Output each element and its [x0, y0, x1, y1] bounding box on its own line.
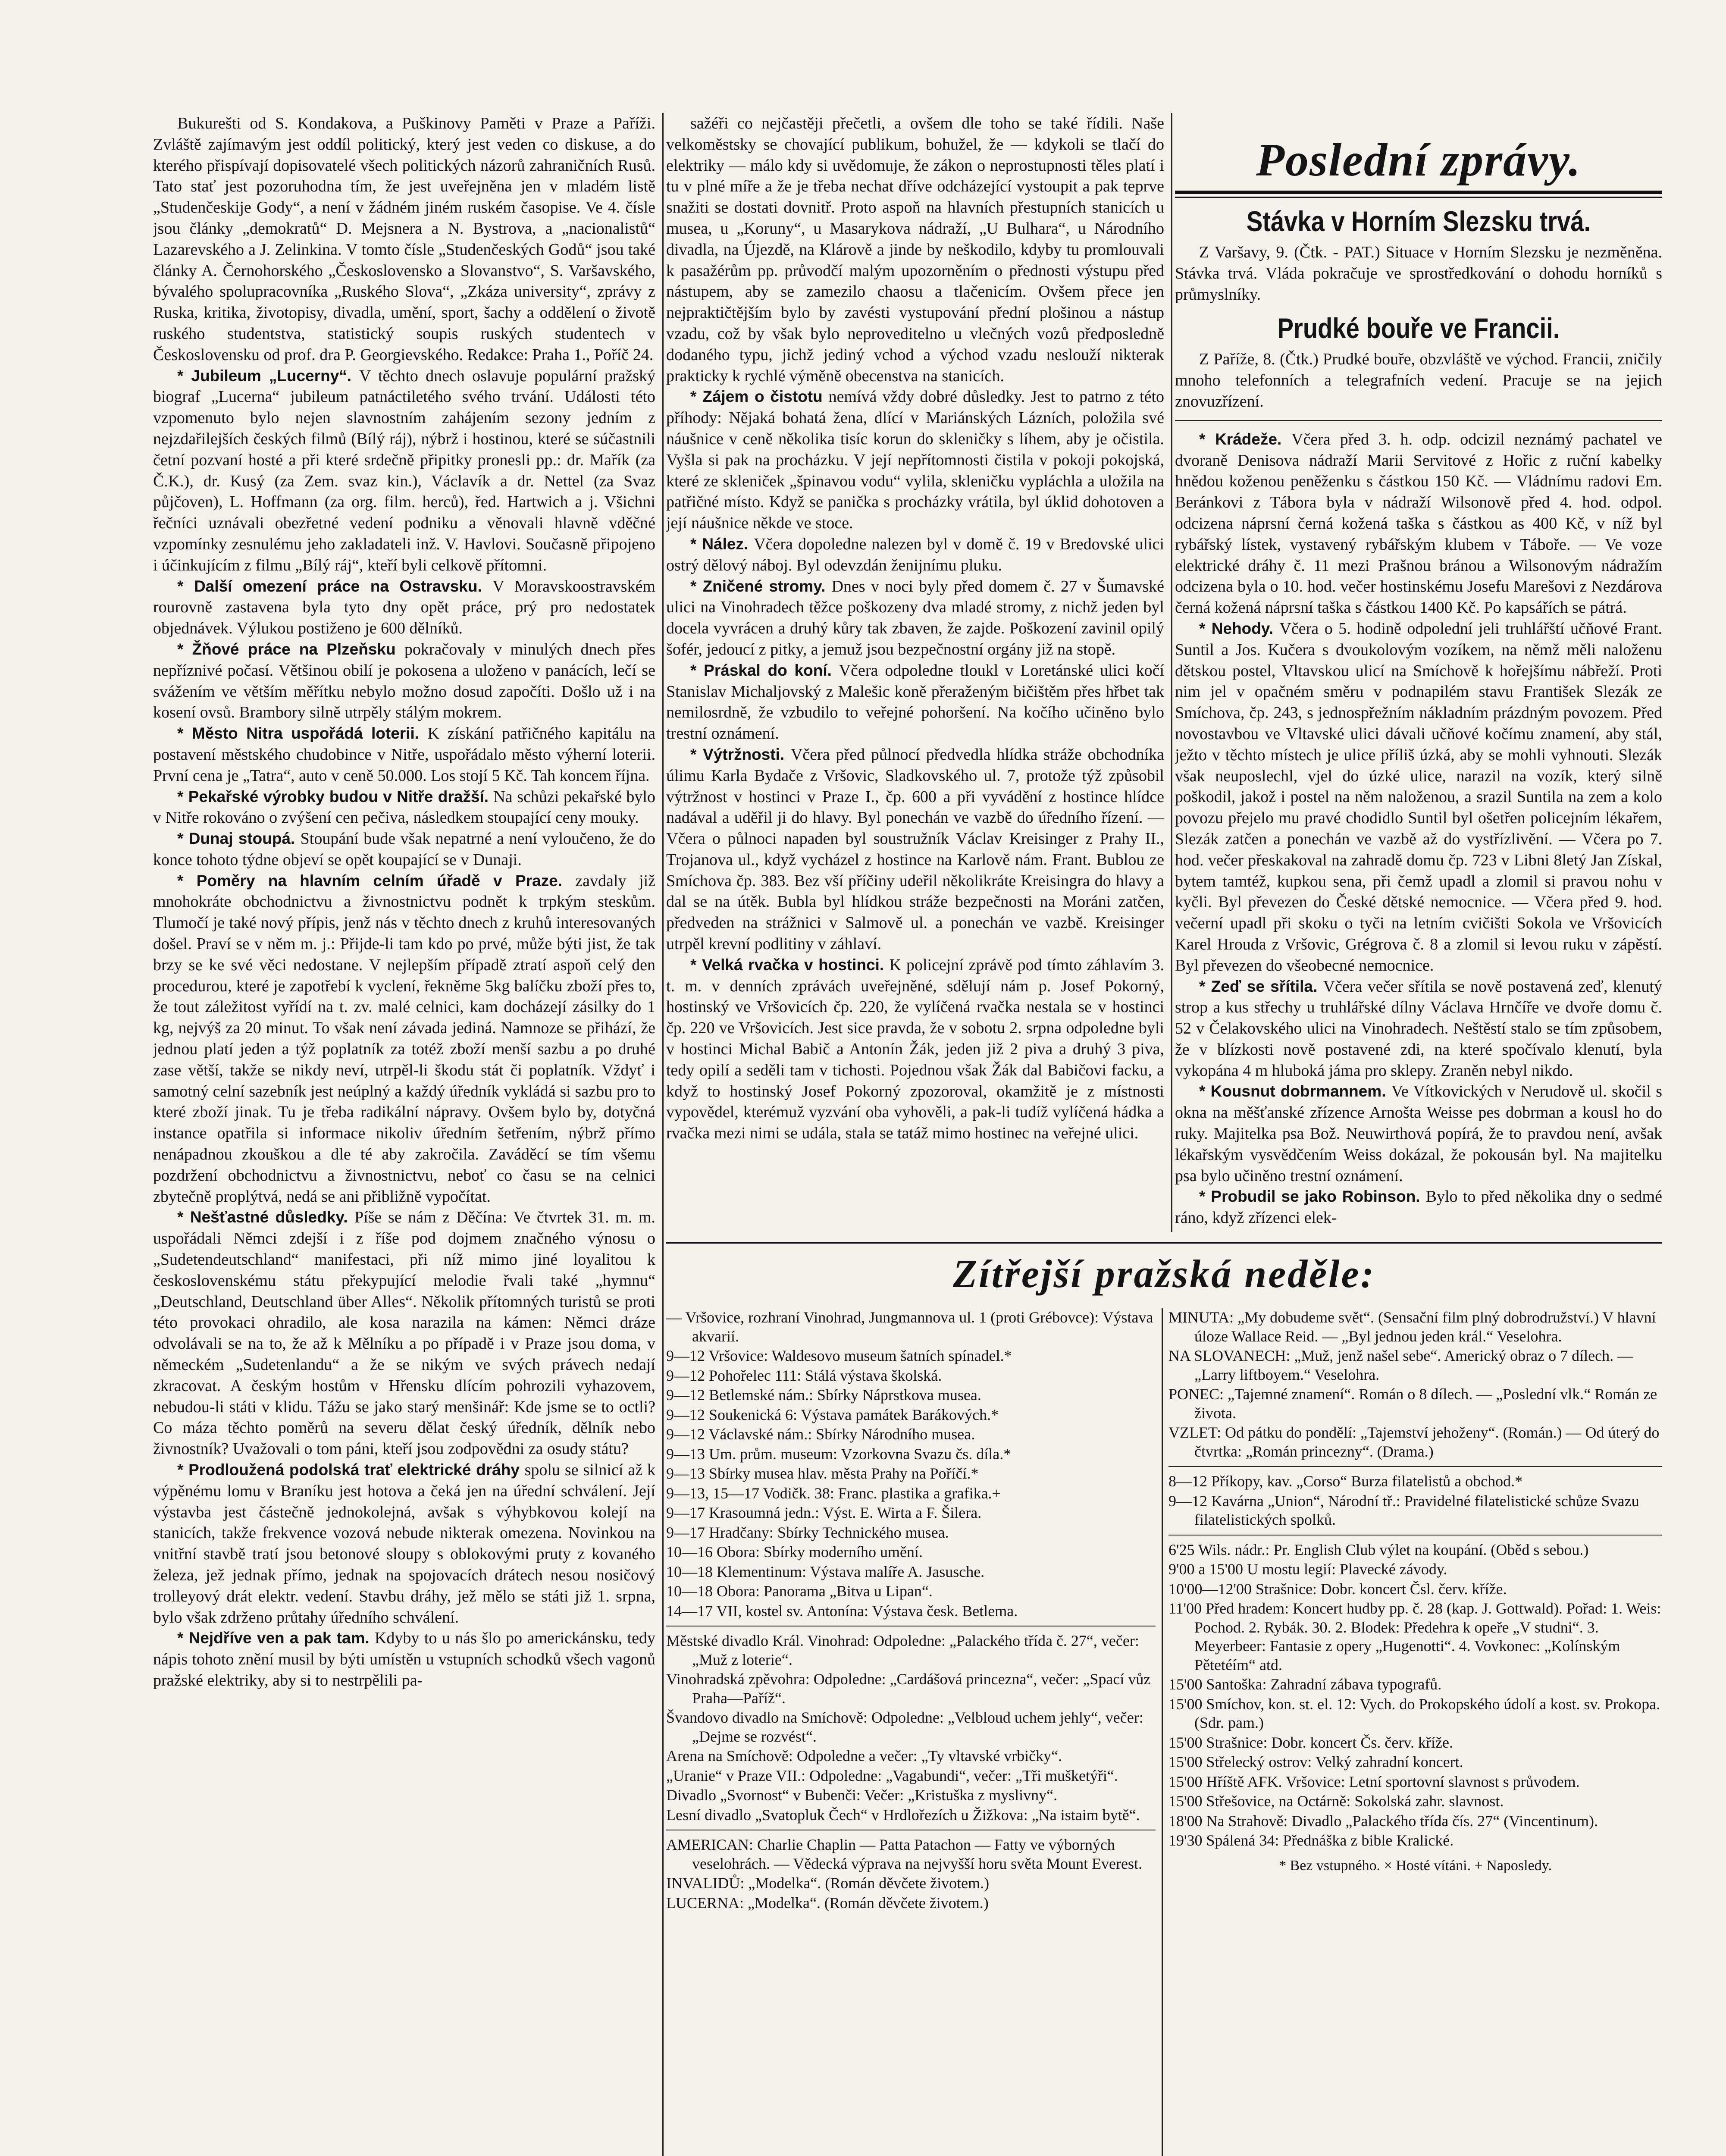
middle-article-column [666, 113, 1172, 1232]
listing-divider [1168, 1535, 1662, 1536]
sunday-listings-right [1168, 1308, 1662, 2156]
listing-entry: 15'00 Santoška: Zahradní zábava typografů. [1168, 1676, 1442, 1693]
listing-entry: INVALIDŮ: „Modelka“. (Román děvčete životem.) [666, 1874, 990, 1892]
sunday-title: Zítřejší pražská neděle: [952, 1252, 1376, 1296]
article-kicker: * Zničené stromy. [690, 577, 832, 595]
listing-entry: 9—12 Vršovice: Waldesovo museum šatních spínadel.* [666, 1347, 1012, 1364]
article-text: Bukurešti od S. Kondakova, a Puškinovy Paměti v Praze a Paříži. Zvláště zajímavým jest oddíl politický, který jest veden co diskuse, a do kterého přispívají dopisovatelé všech politických názorů zahraničních Rusů. Tato stať jest pozoruhodna tím, že jest uveřejněna jen v mladém listě „Studenčeskije Gody“, a není v žádném jiném ruském časopise. Ve 4. čísle jsou články „demokratů“ D. Mejsnera a N. Bystrova, a „nacionalistů“ Lazarevského a J. Zelinkina. V tomto čísle „Studenčeských Godů“ jsou také články A. Černohorského „Československo a Slovanstvo“, S. Varšavského, bývalého spolupracovníka „Ruského Slova“, „Zkáza university“, zprávy z Ruska, kritika, životopisy, divadla, umění, sport, šachy a oddělení o životě ruského studentstva, statistický soupis ruských studentech v Československu od prof. dra P. Georgievského. Redakce: Praha 1., Poříč 24. [153, 114, 655, 364]
listing-entry: 9—13 Um. prům. museum: Vzorkovna Svazu čs. díla.* [666, 1445, 1012, 1463]
article-text: V Moravskoostravském rourovně zastavena byla tyto dny opět práce, prý pro nedostatek objednávek. Výlukou postiženo je 600 dělníků. [153, 577, 655, 638]
listing-entry: 8—12 Příkopy, kav. „Corso“ Burza filatelistů a obchod.* [1168, 1473, 1523, 1490]
sunday-listings-left [666, 1308, 1163, 2156]
listing-entry: NA SLOVANECH: „Muž, jenž našel sebe“. Americký obraz o 7 dílech. — „Larry liftboyem.“ Veselohra. [1168, 1347, 1633, 1383]
listing-entry: 15'00 Strašnice: Dobr. koncert Čs. červ. kříže. [1168, 1733, 1453, 1751]
left-article-column [153, 113, 664, 2156]
article-text: Bylo to před několika dny o sedmé ráno, když zřízenci elek- [1175, 1188, 1662, 1227]
article-paragraph [666, 660, 1164, 744]
latest-news-column [1175, 113, 1662, 1232]
listing-entry: Vinohradská zpěvohra: Odpoledne: „Cardášová princezna“, večer: „Spací vůz Praha—Paříž“. [666, 1670, 1151, 1707]
listing-entry: 19'30 Spálená 34: Přednáška z bible Kralické. [1168, 1832, 1454, 1849]
sunday-right-list [1168, 1308, 1662, 1850]
article-text: zavdaly již mnohokráte obchodnictvu a živnostnictvu podnět k trpkým steskům. Tlumočí je také nový přípis, jenž nás v těchto dnech z kruhů interesovaných došel. Praví se v něm m. j.: Přijde-li tam kdo po prvé, může býti jist, že tak brzy se ke své věci nedostane. V nejlepším případě ztratí aspoň celý den procedurou, které je zapotřebí k vyclení, řekněme 5kg balíčku zboží přes to, že tout záležitost vyřídí na t. zv. malé celnici, kam docházejí zásilky do 1 kg, nejvýš za 20 minut. To však není závada jediná. Namnoze se přihází, že jednou platí jeden a týž poplatník za totéž zboží menší sazbu a po druhé zase větší, takže se nikdy neví, utrpěl-li škodu stát či poplatník. Vždyť i samotný celní sazebník jest neúplný a každý úředník vykládá si sazbu pro to které zboží jinak. Tu je třeba radikální nápravy. Ovšem bylo by, dotyčná instance opatřila si informace nikoliv úředním šetřením, nýbrž přímo nenápadnou zkouškou a dle té aby zakročila. Zaváděcí se tím všemu pozdržení obchodnictvu a živnostnictvu, neboť co času se na celnici zbytečně proplýtvá, nedá se ani přibližně vypočítat. [153, 871, 655, 1206]
article-text: Ve Vítkovických v Nerudově ul. skočil s okna na měšťanské zřízence Arnošta Weisse pes dobrman a kousl ho do ruky. Majitelka psa Bož. Neuwirthová popírá, že to pravdou není, avšak lékařským vysvědčením Weiss dokázal, že pokousán byl. Na majitelku psa bylo učiněno trestní oznámení. [1175, 1082, 1662, 1185]
article-kicker: * Poměry na hlavním celním úřadě v Praze. [177, 871, 576, 890]
article-paragraph [153, 1207, 655, 1460]
article-kicker: * Jubileum „Lucerny“. [177, 367, 360, 385]
article-paragraph [666, 534, 1164, 576]
article-paragraph [153, 366, 655, 576]
headline-storms: Prudké bouře ve Francii. [1277, 312, 1560, 345]
listing-divider [1168, 1466, 1662, 1467]
article-paragraph [1175, 429, 1662, 618]
article-paragraph [1175, 1081, 1662, 1186]
article-kicker: * Pekařské výrobky budou v Nitře dražší. [177, 787, 494, 805]
article-kicker: * Kousnut dobrmannem. [1199, 1082, 1391, 1100]
article-paragraph [153, 787, 655, 829]
article-paragraph [1175, 618, 1662, 976]
police-reports [1175, 429, 1662, 1228]
article-text: Na schůzi pekařské bylo v Nitře rokováno o zvýšení cen pečiva, následkem stoupající ceny mouky. [153, 787, 655, 827]
article-text: Kdyby to u nás šlo po americkánsku, tedy nápis tohoto znění musil by býti umístěn u vstupních schodků všech vagonů pražské elektriky, aby si to nestrpělili pa- [153, 1629, 655, 1689]
article-paragraph [153, 1460, 655, 1628]
news-item-storms: Z Paříže, 8. (Čtk.) Prudké bouře, obzvláště ve východ. Francii, zničily mnoho telefonních a telegrafních vedení. Pracuje se na jejich znovuzřízení. [1175, 350, 1662, 411]
article-kicker: * Zájem o čistotu [690, 388, 829, 406]
listing-entry: 15'00 Střešovice, na Octárně: Sokolská zahr. slavnost. [1168, 1792, 1504, 1810]
article-text: K získání patřičného kapitálu na postavení městského chudobince v Nitře, uspořádalo město výherní loterii. První cena je „Tatra“, auto v ceně 50.000. Los stojí 5 Kč. Tah koncem října. [153, 724, 655, 785]
article-paragraph [153, 639, 655, 723]
listing-entry: Arena na Smíchově: Odpoledne a večer: „Ty vltavské vrbičky“. [666, 1747, 1062, 1764]
article-kicker: * Nejdříve ven a pak tam. [177, 1629, 375, 1647]
article-kicker: * Probudil se jako Robinson. [1199, 1188, 1426, 1206]
article-text: sažéři co nejčastěji přečetli, a ovšem dle toho se také řídili. Naše velkoměstsky se chovající publikum, bohužel, že — kdykoli se tlačí do elektriky — málo kdy si uvědomuje, že zákon o neprostupnosti těles platí i tu v plné míře a že je třeba nechat dříve odcházející vystoupit a pak teprve snažiti se dostati dovnitř. Proto aspoň na hlavních přestupních stanicích u musea, u „Koruny“, u Masarykova nádraží, „U Bulhara“, u Národního divadla, na Újezdě, na Klárově a jinde by neškodilo, kdyby tu promlouvali k pasažérům pp. průvodčí malým upozorněním o přednosti výstupu před nástupem, aby se zamezilo chaosu a tlačenicím. Ovšem přece jen nejpraktičtějším bylo by zavésti vystupování přední plošinou a nástup vzadu, což by však bylo neproveditelno u vlečných vozů předposledně dodaného typu, jichž jediný vchod a východ vzadu neslouží nikterak prakticky k rychlé výměně obecenstva na stanicích. [666, 114, 1164, 385]
listing-entry: 10—18 Obora: Panorama „Bitva u Lipan“. [666, 1583, 933, 1600]
article-text: pokračovaly v minulých dnech přes nepříznivé počasí. Většinou obilí je pokosena a uloženo v panácích, lečí se svážením ve větším měřítku nebylo možno dosud započíti. Došlo už i na kosení ovsů. Brambory silně utrpěly stálým mokrem. [153, 640, 656, 722]
listing-entry: Městské divadlo Král. Vinohrad: Odpoledne: „Palackého třída č. 27“, večer: „Muž z loterie“. [666, 1632, 1139, 1668]
listing-entry: 6'25 Wils. nádr.: Pr. English Club výlet na koupání. (Oběd s sebou.) [1168, 1541, 1589, 1558]
article-text: Včera před půlnocí předvedla hlídka stráže obchodníka úlimu Karla Bydače z Vršovic, Sladkovského ul. 7, protože týž způsobil výtržnost v hostinci v Praze I., čp. 600 a při vyvádění z hostince hlídce nadával a uděřil ji do hlavy. Byl ponechán ve vazbě do úředního řízení. — Včera o půlnoci napaden byl soustružník Václav Kreisinger z Prahy II., Trojanova ul., když vycházel z hostince na Karlově nám. Frant. Bublou ze Smíchova čp. 383. Bez vší příčiny udeřil několikráte Kreisingra do hlavy a dal se na útěk. Bubla byl hlídkou stráže bezpečnosti na Moráni zatčen, předveden na strážnici v Salmově ul. a ponechán ve vazbě. Kreisinger utrpěl krevní podlitiny v záhlaví. [666, 745, 1164, 953]
listing-entry: Lesní divadlo „Svatopluk Čech“ v Hrdlořezích u Žižkova: „Na istaim bytě“. [666, 1806, 1140, 1824]
article-kicker: * Práskal do koní. [690, 661, 839, 679]
listing-entry: 18'00 Na Strahově: Divadlo „Palackého třída čís. 27“ (Vincentinum). [1168, 1812, 1598, 1830]
headline-strike: Stávka v Horním Slezsku trvá. [1246, 205, 1591, 237]
article-kicker: * Další omezení práce na Ostravsku. [177, 577, 493, 595]
listing-entry: VZLET: Od pátku do pondělí: „Tajemství jehoženy“. (Román.) — Od úterý do čtvrtka: „Román princezny“. (Drama.) [1168, 1424, 1660, 1460]
article-kicker: * Dunaj stoupá. [177, 830, 301, 848]
listing-entry: 9—13 Sbírky musea hlav. města Prahy na Poříčí.* [666, 1465, 979, 1482]
article-text: Včera před 3. h. odp. odcizil neznámý pachatel ve dvoraně Denisova nádraží Marii Servitové z Hořic z ruční kabelky hnědou koženou peněženku s částkou 150 Kč. — Vládnímu radovi Em. Beránkovi z Tábora byla v nádraží Wilsonově před 4. hod. odpol. odcizena náprsní černá kožená taška s částkou as 400 Kč, v níž byl rybářský lístek, vystavený rybářským klubem v Táboře. — Ve voze elektrické dráhy č. 11 mezi Prašnou bránou a Wilsonovým nádražím odcizena byla o 10. hod. večer hostinskému Josefu Marešovi z Nezdárova černá kožená náprsní taška s částkou 1400 Kč. Po kapsářích se pátrá. [1175, 430, 1662, 617]
listing-entry: 11'00 Před hradem: Koncert hudby pp. č. 28 (kap. J. Gottwald). Pořad: 1. Weis: Pochod. 2. Rybák. 30. 2. Blodek: Předehra k opeře „V studni“. 3. Meyerbeer: Fantasie z opery „Hugenotti“. 4. Vovkonec: „Kolínským Pětetéím“ atd. [1168, 1600, 1661, 1673]
listing-entry: 9—12 Betlemské nám.: Sbírky Náprstkova musea. [666, 1386, 981, 1404]
section-divider [1175, 420, 1662, 421]
article-paragraph [153, 576, 655, 639]
article-kicker: * Město Nitra uspořádá loterii. [177, 724, 428, 743]
article-text: Včera dopoledne nalezen byl v domě č. 19 v Bredovské ulici ostrý dělový náboj. Byl odevzdán ženijnímu pluku. [666, 535, 1164, 574]
listing-entry: — Vršovice, rozhraní Vinohrad, Jungmannova ul. 1 (proti Grébovce): Výstava akvarií. [666, 1309, 1153, 1345]
listing-entry: 10—18 Klementinum: Výstava malíře A. Jasusche. [666, 1563, 985, 1580]
article-paragraph [666, 576, 1164, 660]
article-kicker: * Nešťastné důsledky. [177, 1208, 354, 1226]
article-kicker: * Prodloužená podolská trať elektrické dráhy [177, 1461, 525, 1479]
article-paragraph [153, 828, 655, 871]
listing-entry: 9—12 Kavárna „Union“, Národní tř.: Pravidelné filatelistické schůze Svazu filatelistických spolků. [1168, 1492, 1639, 1528]
article-kicker: * Nehody. [1199, 619, 1280, 637]
listing-entry: Divadlo „Svornost“ v Bubenči: Večer: „Kristuška z myslivny“. [666, 1786, 1058, 1804]
listing-entry: 15'00 Střelecký ostrov: Velký zahradní koncert. [1168, 1753, 1463, 1771]
listing-entry: 9—17 Hradčany: Sbírky Technického musea. [666, 1523, 949, 1541]
article-text: spolu se silnicí až k výpěnému lomu v Braníku jest hotova a čeká jen na úřední schválení. Její výstavba jest částečně jednokolejná, avšak s výhybkovou kolejí na stanicích, takže frekvence vozová nebude nikterak omezena. Novinkou na vnitřní stavbě tratí jsou betonové sloupy s oblokovými pruty z kovaného železa, jež jednak přímo, jednak na spojovacích drátech nesou nosičový trolleyový drát elektr. vedení. Stavbu dráhy, jež mělo se státi již 1. srpna, bylo však zdrženo průtahy úředního schválení. [153, 1461, 655, 1626]
article-kicker: * Žňové práce na Plzeňsku [177, 640, 404, 658]
article-paragraph [153, 1628, 655, 1691]
listing-entry: 9—12 Pohořelec 111: Stálá výstava školská. [666, 1366, 942, 1384]
legend-footnote: * Bez vstupného. × Hosté vítáni. + Naposledy. [1279, 1857, 1552, 1874]
listing-entry: 9—17 Krasoumná jedn.: Výst. E. Wirta a F. Šilera. [666, 1504, 982, 1521]
article-paragraph [1175, 976, 1662, 1081]
article-kicker: * Velká rvačka v hostinci. [690, 956, 890, 974]
listing-entry: 15'00 Hříště AFK. Vršovice: Letní sportovní slavnost s průvodem. [1168, 1773, 1580, 1790]
listing-entry: 15'00 Smíchov, kon. st. el. 12: Vych. do Prokopského údolí a kost. sv. Prokopa. (Sdr. pam.) [1168, 1695, 1660, 1731]
article-kicker: * Nález. [690, 535, 754, 553]
listing-entry: 14—17 VII, kostel sv. Antonína: Výstava česk. Betlema. [666, 1602, 1018, 1620]
article-text: Dnes v noci byly před domem č. 27 v Šumavské ulici na Vinohradech těžce poškozeny dva mladé stromy, z nichž jeden byl docela vyvrácen a druhý kůry tak zbaven, že zajde. Poškození zavinil opilý šofér, jedoucí z pitky, a jemuž jsou bezpečnostní orgány již na stopě. [666, 577, 1164, 658]
listing-entry: 9'00 a 15'00 U mostu legií: Plavecké závody. [1168, 1561, 1447, 1578]
listing-entry: 10'00—12'00 Strašnice: Dobr. koncert Čsl. červ. kříže. [1168, 1580, 1507, 1598]
article-paragraph [1175, 1186, 1662, 1228]
article-text: Stoupání bude však nepatrné a není vyloučeno, že do konce tohoto týdne objeví se opět koupající se v Dunaji. [153, 830, 655, 869]
article-text: Včera večer sřítila se nově postavená zeď, klenutý strop a kus střechy u truhlářské dílny Václava Hrnčíře ve dvoře domu č. 52 v Čelakovského ulici na Vinohradech. Neštěstí stalo se tím způsobem, že v blízkosti nově postavené zdi, na které spočívalo klenutí, byla vykopána 4 m hluboká jáma pro sklepy. Zraněn nebyl nikdo. [1175, 977, 1662, 1080]
article-text: V těchto dnech oslavuje populární pražský biograf „Lucerna“ jubileum patnáctiletého svého trvání. Události této vzpomenuto bylo nejen slavnostním zahájením sezony jedním z nejzdařilejších českých filmů (Bílý ráj), nýbrž i hostinou, které se súčastnili četní pozvaní hosté a při které srdečně připitky pronesli pp.: dr. Mařík (za Č.K.), dr. Kusý (za Zem. svaz kin.), Václavík a dr. Nettel (za Svaz půjčoven), L. Hoffmann (za org. film. herců), řed. Hartwich a j. Všichni řečníci uznávali obezřetné vedení podniku a věnovali hlavně vděčné vzpomínky zesnulému jeho zakladateli inž. V. Havlovi. Současně připojeno i účinkujícím z filmu „Bílý ráj“, kteří byli celkově přítomni. [153, 367, 655, 574]
listing-entry: 9—13, 15—17 Vodičk. 38: Franc. plastika a grafika.+ [666, 1484, 1001, 1502]
article-text: Včera o 5. hodině odpolední jeli truhlářští učňové Frant. Suntil a Jos. Kučera s dvoukolovým vozíkem, na němž měli naloženu dětskou postel, Vltavskou ulicí na Smíchově k hořejšímu nábřeží. Proti nim jel v opačném směru v podnapilém stavu František Slezák ze Smíchova, čp. 243, s jednospřežním nákladním prázdným povozem. Před novostavbou ve Vltavské ulici dávali učňové kočímu znamení, aby stál, ježto v těchto místech je ulice příliš úzká, aby se mohli vyhnouti. Slezák však neuposlechl, vjel do úzké ulice, narazil na vozík, který silně poškodil, jakož i postel na něm naloženou, a srazil Suntila na zem a kolo povozu přejelo mu pravé chodidlo Suntil byl ošetřen policejním lékařem, Slezák zatčen a ponechán ve vazbě až do vystřízlivění. — Včera po 7. hod. večer přeskakoval na zahradě domu čp. 723 v Libni 8letý Jan Získal, bytem tamtéž, kupkou sena, při čemž upadl a zlomil si pravou nohu v kyčli. Byl převezen do České dětské nemocnice. — Včera před 9. hod. večerní upadl při skoku o tyči na letním cvičišti Sokola ve Vršovicích Karel Hrouda z Vršovic, Grégrova č. 8 a zlomil si levou ruku v zápěstí. Byl převezen do všeobecné nemocnice. [1175, 619, 1662, 975]
listing-entry: 9—12 Václavské nám.: Sbírky Národního musea. [666, 1426, 975, 1443]
listing-entry: „Uranie“ v Praze VII.: Odpoledne: „Vagabundi“, večer: „Tři mušketýři“. [666, 1767, 1118, 1784]
article-kicker: * Výtržnosti. [690, 745, 791, 763]
masthead-rule [1175, 191, 1662, 198]
article-paragraph [153, 871, 655, 1207]
article-paragraph [666, 113, 1164, 386]
listing-entry: AMERICAN: Charlie Chaplin — Patta Patachon — Fatty ve výborných veselohrách. — Vědecká výprava na nejvyšší horu světa Mount Everest. [666, 1836, 1143, 1872]
article-paragraph [153, 113, 655, 366]
listing-entry: PONEC: „Tajemné znamení“. Román o 8 dílech. — „Poslední vlk.“ Román ze života. [1168, 1385, 1657, 1422]
article-paragraph [666, 744, 1164, 955]
article-kicker: * Zeď se sřítila. [1199, 977, 1323, 995]
news-item-strike: Z Varšavy, 9. (Čtk. - PAT.) Situace v Horním Slezsku je nezměněna. Stávka trvá. Vláda pokračuje ve sprostředkování o dohodu horníků s průmyslníky. [1175, 243, 1662, 304]
article-text: Píše se nám z Děčína: Ve čtvrtek 31. m. m. uspořádali Němci zdejší i z říše pod dojmem značného výnosu o „Sudetendeutschland“ manifestaci, při níž mimo jiné loyalitou k československému státu překypující melodie řvali také „hymnu“ „Deutschland, Deutschland über Alles“. Několik přítomných turistů se proti této provokaci ohradilo, ale kosa narazila na kámen: Němci dráze odvolávali se na to, že až k Mělníku a po případě i v Praze jsou doma, v německém „Sudetenlandu“ a že se nikým ve svých právech nedají zkracovat. A českým hostům v Hřensku dlícím pohrozili vyhazovem, nebudou-li státi v klidu. Tážu se jako starý menšinář: Kde jsme se to octli? Co máza těchto poměrů na severu dělat český úředník, dělník nebo živnostník? Uvažovali o tom páni, kteří jsou zodpovědni za osudy státu? [153, 1208, 655, 1458]
listing-entry: 10—16 Obora: Sbírky moderního umění. [666, 1543, 923, 1561]
listing-entry: MINUTA: „My dobudeme svět“. (Sensační film plný dobrodružství.) V hlavní úloze Wallace Reid. — „Byl jednou jeden král.“ Veselohra. [1168, 1309, 1656, 1345]
listing-entry: LUCERNA: „Modelka“. (Román děvčete životem.) [666, 1894, 989, 1912]
latest-news-masthead: Poslední zprávy. [1256, 135, 1581, 186]
article-paragraph [153, 723, 655, 786]
article-text: Včera odpoledne tloukl v Loretánské ulici kočí Stanislav Michaljovský z Malešic koně přeraženým bičištěm přes hřbet tak nemilosrdně, že vzbudilo to veřejné pohoršení. Na kočího učiněno bylo trestní oznámení. [666, 661, 1165, 743]
listing-entry: Švandovo divadlo na Smíchově: Odpoledne: „Velbloud uchem jehly“, večer: „Dejme se rozvést“. [666, 1709, 1143, 1745]
sunday-listings [666, 1242, 1662, 2156]
listing-entry: 9—12 Soukenická 6: Výstava památek Barákových.* [666, 1406, 999, 1423]
article-text: nemívá vždy dobré důsledky. Jest to patrno z této příhody: Nějaká bohatá žena, dlící v Mariánských Lázních, položila své náušnice v ceně několika tisíc korun do skleničky s líhem, aby je očistila. Vyšla si pak na procházku. V její nepřítomnosti čistila v pokoji pokojská, které ze skleniček „špinavou vodu“ vylila, skleničku vypláchla a uložila na patřičné místo. Když se panička s procházky vrátila, byl úklid dohotoven a její náušnice někde ve stoce. [666, 388, 1164, 533]
article-paragraph [666, 386, 1164, 534]
article-paragraph [666, 955, 1164, 1144]
article-kicker: * Krádeže. [1199, 430, 1292, 448]
article-text: K policejní zprávě pod tímto záhlavím 3. t. m. v denních zprávách uveřejněné, sdělují nám p. Josef Pokorný, hostinský ve Vršovicích čp. 220, že vylíčená rvačka nestala se v hostinci čp. 220 ve Vršovicích. Jest sice pravda, že v sobotu 2. srpna odpoledne byli v hostinci Michal Babič a Antonín Žák, jeden již 2 piva a druhý 3 piva, tedy opilí a seděli tam v tichosti. Pojednou však Žák dal Babičovi facku, a když to hostinský Josef Pokorný zpozoroval, okamžitě je z místnosti vypovědel, kterémuž vyzvání oba vyhověli, a pak-li tudíž vylíčená hádka a rvačka mezi nimi se udála, stala se tatáž mimo hostinec na veřejné ulici. [666, 956, 1164, 1143]
